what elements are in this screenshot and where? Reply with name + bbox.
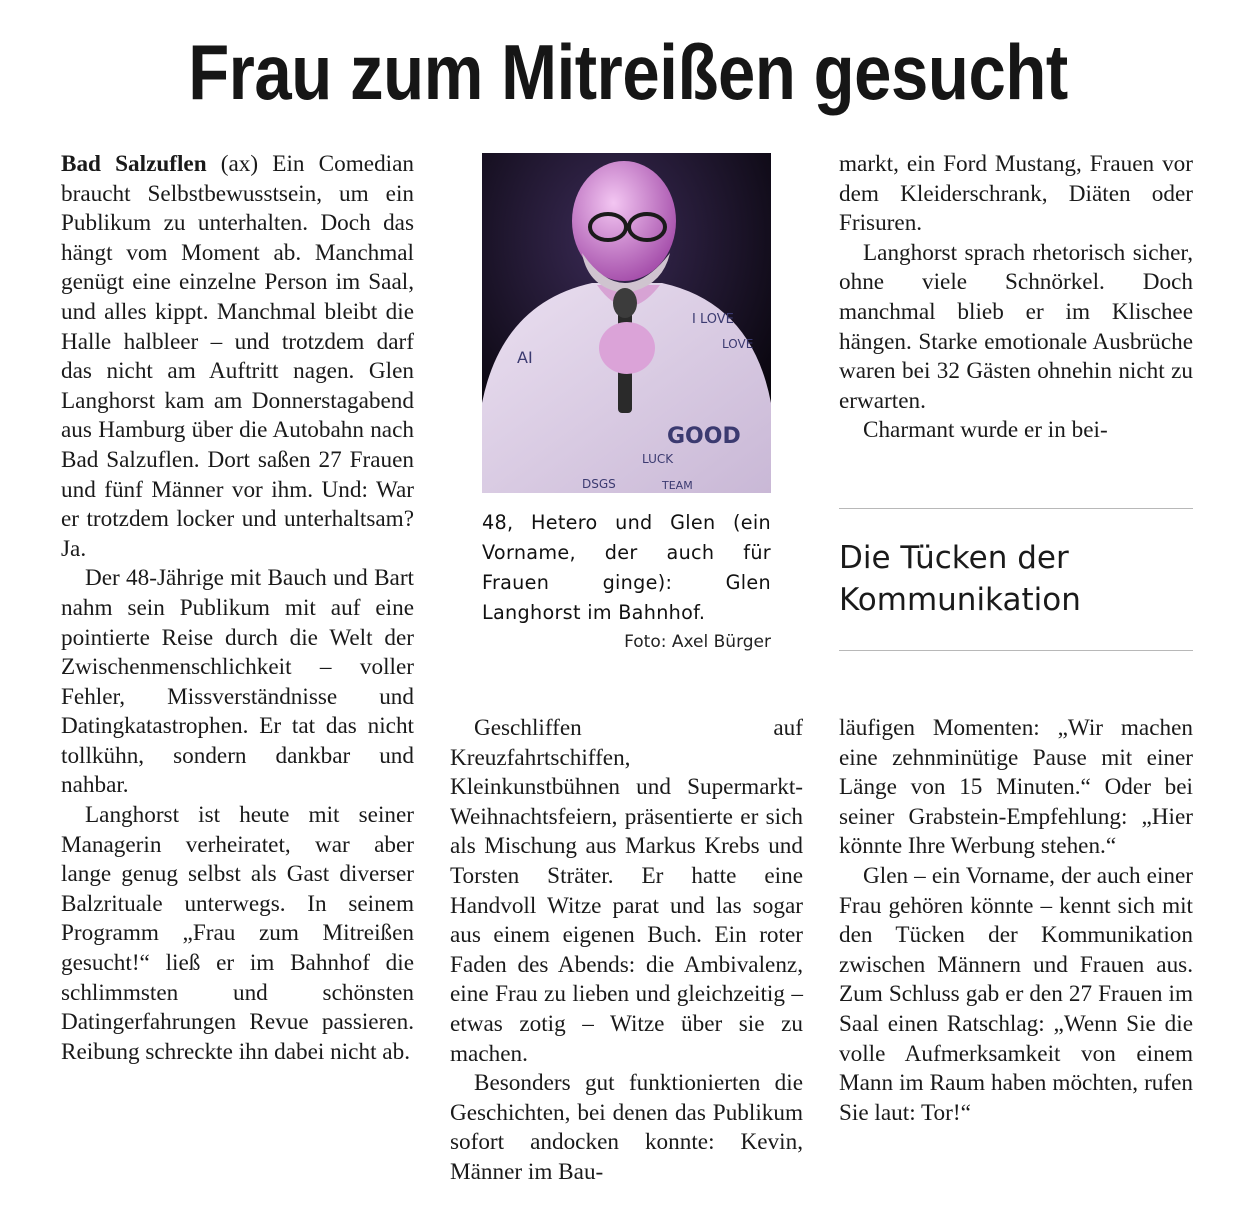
- article-photo: [482, 153, 771, 493]
- divider: [839, 508, 1193, 509]
- paragraph: Charmant wurde er in bei-: [863, 417, 1108, 444]
- photo-credit: Foto: Axel Bürger: [624, 632, 771, 652]
- dateline: Bad Salzuflen: [61, 151, 207, 177]
- shirt-print-text: AI: [517, 348, 533, 367]
- shirt-print-text: TEAM: [662, 479, 693, 492]
- lead-paragraph: [61, 150, 414, 564]
- divider: [839, 650, 1193, 651]
- article-column-3-top: [839, 150, 1193, 446]
- subheading: Die Tücken der Kommunikation: [839, 540, 1081, 618]
- paragraph: Langhorst ist heute mit seiner Managerin verheiratet, war aber lange genug selbst als Gast diverser Balzrituale unterwegs. In seinem Programm „Frau zum Mitreißen gesucht!“ ließ er im Bahnhof die schlimmsten und schönsten Datingerfahrungen Revue passieren. Reibung schreckte ihn dabei nicht ab.: [61, 802, 414, 1065]
- paragraph: Langhorst sprach rhetorisch sicher, ohne viele Schnörkel. Doch manchmal blieb er im Klischee hängen. Starke emotionale Ausbrüche waren bei 32 Gästen ohnehin nicht zu erwarten.: [839, 239, 1193, 414]
- shirt-print-text: LUCK: [642, 452, 674, 466]
- shirt-print-text: LOVE: [722, 337, 754, 351]
- article-column-1: [61, 150, 414, 1067]
- paragraph: läufigen Momenten: „Wir machen eine zehnminütige Pause mit einer Länge von 15 Minuten.“ Oder bei seiner Grabstein-Empfehlung: „Hier könnte Ihre Werbung stehen.“: [839, 715, 1193, 860]
- shirt-print-text: GOOD: [667, 424, 741, 449]
- paragraph: Geschliffen auf Kreuzfahrtschiffen, Kleinkunstbühnen und Supermarkt-Weihnachtsfeiern, präsentierte er sich als Mischung aus Markus Krebs und Torsten Sträter. Er hatte eine Handvoll Witze parat und las sogar aus einem eigenen Buch. Ein roter Faden des Abends: die Ambivalenz, eine Frau zu lieben und gleichzeitig – etwas zotig – Witze über sie zu machen.: [450, 715, 803, 1067]
- paragraph: Besonders gut funktionierten die Geschichten, bei denen das Publikum sofort andocken konnte: Kevin, Männer im Bau-: [450, 1070, 803, 1185]
- paragraph: Glen – ein Vorname, der auch einer Frau gehören könnte – kennt sich mit den Tücken der Kommunikation zwischen Männern und Frauen aus. Zum Schluss gab er den 27 Frauen im Saal einen Ratschlag: „Wenn Sie die volle Aufmerksamkeit von einem Mann im Raum haben möchten, rufen Sie laut: Tor!“: [839, 862, 1193, 1126]
- paragraph: markt, ein Ford Mustang, Frauen vor dem Kleiderschrank, Diäten oder Frisuren.: [839, 151, 1193, 237]
- paragraph: Der 48-Jährige mit Bauch und Bart nahm sein Publikum mit auf eine pointierte Reise durch die Welt der Zwischenmenschlichkeit – voller Fehler, Missverständnisse und Datingkatastrophen. Er tat das nicht tollkühn, sondern dankbar und nahbar.: [61, 565, 414, 799]
- comedian-photo-illustration: [482, 153, 771, 493]
- shirt-print-text: I LOVE: [692, 312, 734, 327]
- lead-text: (ax) Ein Comedian braucht Selbstbewusstsein, um ein Publikum zu unterhalten. Doch das hängt vom Moment ab. Manchmal genügt eine einzelne Person im Saal, und alles kippt. Manchmal bleibt die Halle halbleer – und trotzdem darf das nicht am Auftritt nagen. Glen Langhorst kam am Donnerstagabend aus Hamburg über die Autobahn nach Bad Salzuflen. Dort saßen 27 Frauen und fünf Männer vor ihm. Und: War er trotzdem locker und unterhaltsam? Ja.: [61, 151, 414, 562]
- shirt-print-text: DSGS: [582, 477, 616, 491]
- article-headline: Frau zum Mitreißen gesucht: [188, 28, 1068, 116]
- photo-caption: 48, Hetero und Glen (ein Vorname, der auch für Frauen ginge): Glen Langhorst im Bahnhof.: [482, 511, 771, 624]
- article-column-3-bottom: [839, 714, 1193, 1128]
- article-column-2: [450, 714, 803, 1188]
